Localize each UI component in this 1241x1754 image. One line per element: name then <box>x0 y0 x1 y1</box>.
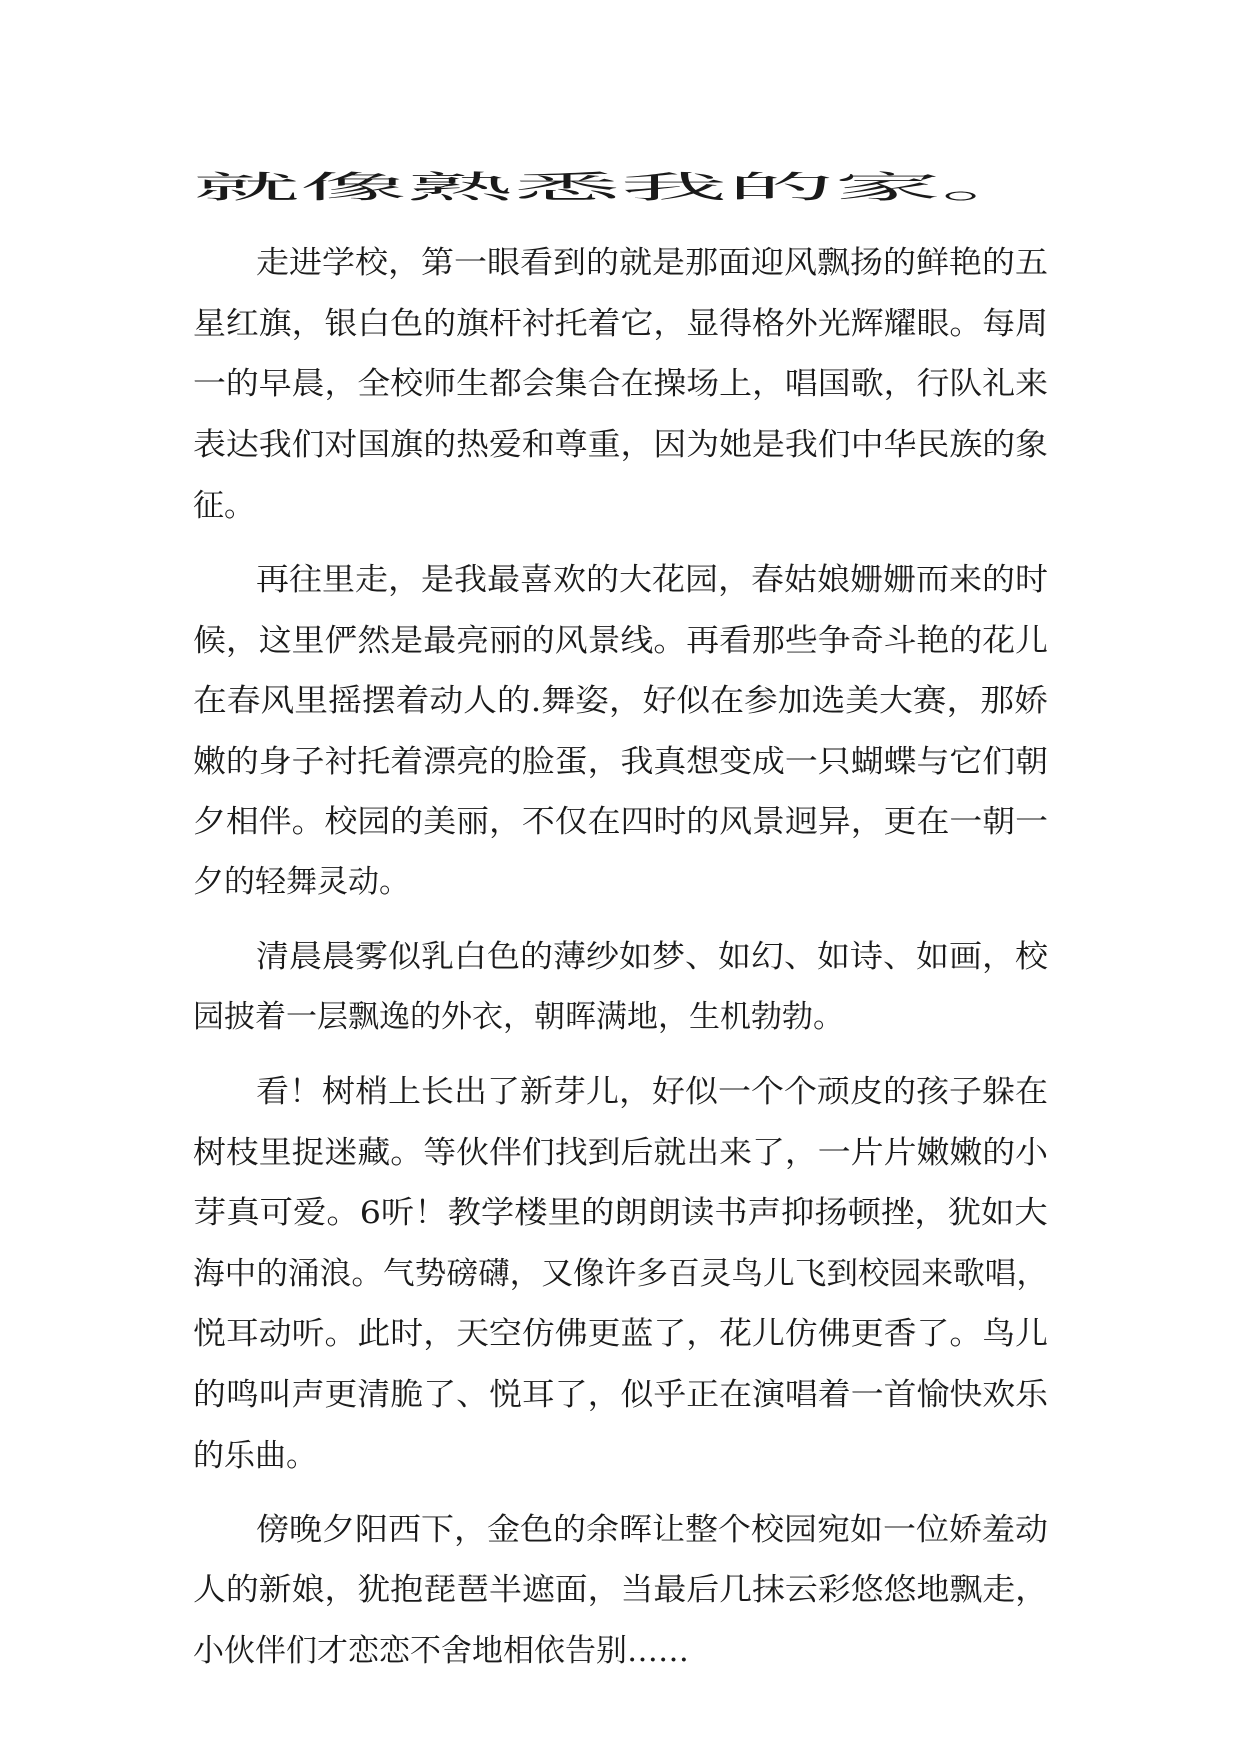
paragraph-first-line: 清晨晨雾似乳白色的薄纱如梦、如幻、如诗、如画，校 <box>256 939 1048 975</box>
text-line: 夕的轻舞灵动。 <box>193 864 410 900</box>
text-line: 表达我们对国旗的热爱和尊重，因为她是我们中华民族的象 <box>193 427 1048 463</box>
text-line: 的乐曲。 <box>193 1438 317 1474</box>
paragraph-first-line: 看！树梢上长出了新芽儿，好似一个个顽皮的孩子躲在 <box>256 1074 1048 1110</box>
text-line: 夕相伴。校园的美丽，不仅在四时的风景迥异，更在一朝一 <box>193 804 1048 840</box>
text-line: 候，这里俨然是最亮丽的风景线。再看那些争奇斗艳的花儿 <box>193 623 1048 659</box>
text-line: 小伙伴们才恋恋不舍地相依告别…… <box>193 1633 689 1669</box>
text-line: 的鸣叫声更清脆了、悦耳了，似乎正在演唱着一首愉快欢乐 <box>193 1377 1048 1413</box>
text-line: 一的早晨，全校师生都会集合在操场上，唱国歌，行队礼来 <box>193 366 1048 402</box>
text-line: 星红旗，银白色的旗杆衬托着它，显得格外光辉耀眼。每周 <box>193 306 1048 342</box>
text-line: 芽真可爱。6听！教学楼里的朗朗读书声抑扬顿挫，犹如大 <box>193 1195 1048 1231</box>
text-line: 人的新娘，犹抱琵琶半遮面，当最后几抹云彩悠悠地飘走， <box>193 1572 1048 1608</box>
text-line: 悦耳动听。此时，天空仿佛更蓝了，花儿仿佛更香了。鸟儿 <box>193 1316 1048 1352</box>
text-line: 嫩的身子衬托着漂亮的脸蛋，我真想变成一只蝴蝶与它们朝 <box>193 744 1048 780</box>
text-line: 海中的涌浪。气势磅礴，又像许多百灵鸟儿飞到校园来歌唱， <box>193 1256 1048 1292</box>
paragraph-first-line: 再往里走，是我最喜欢的大花园，春姑娘姗姗而来的时 <box>256 562 1048 598</box>
text-line: 征。 <box>193 488 255 524</box>
paragraph-first-line: 走进学校，第一眼看到的就是那面迎风飘扬的鲜艳的五 <box>256 245 1048 281</box>
text-line: 树枝里捉迷藏。等伙伴们找到后就出来了，一片片嫩嫩的小 <box>193 1135 1048 1171</box>
text-line: 园披着一层飘逸的外衣，朝晖满地，生机勃勃。 <box>193 999 844 1035</box>
text-line: 就像熟悉我的家。 <box>193 170 1048 206</box>
paragraph-first-line: 傍晚夕阳西下，金色的余晖让整个校园宛如一位娇羞动 <box>256 1512 1048 1548</box>
text-line: 在春风里摇摆着动人的.舞姿，好似在参加选美大赛，那娇 <box>193 683 1048 719</box>
